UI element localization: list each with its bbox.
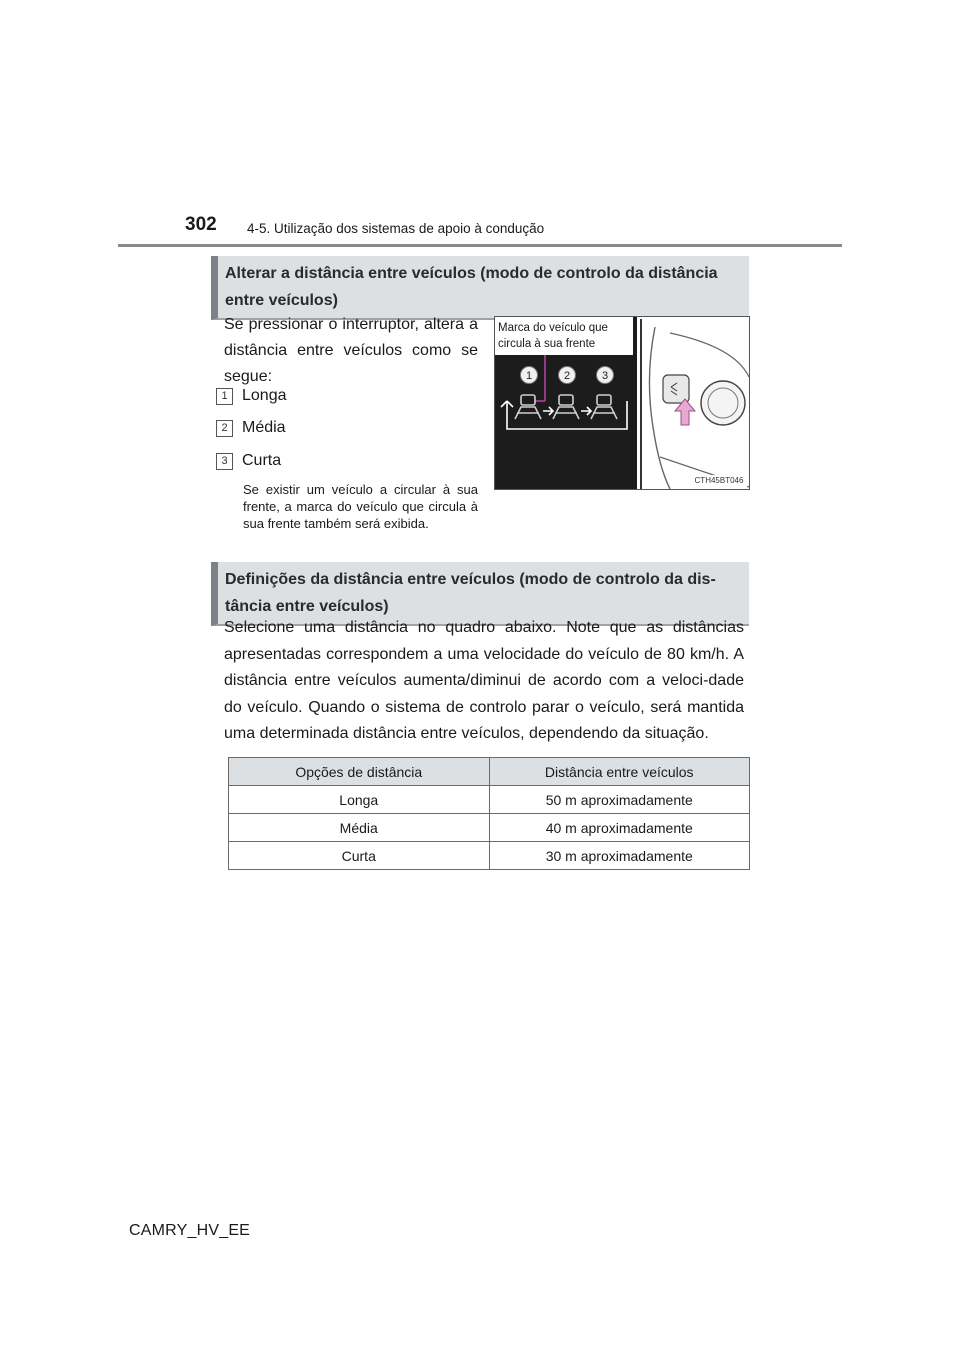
figure-marker-1: 1 [525, 370, 533, 382]
step-label: Média [242, 419, 286, 436]
distance-switch-figure [494, 316, 750, 490]
figure-marker-2: 2 [563, 370, 571, 382]
table-row [229, 842, 750, 870]
section-heading-change-distance: Alterar a distância entre veículos (modo de controlo da distância entre veículos) [211, 256, 749, 320]
table-cell: Média [229, 814, 490, 842]
table-header-cell: Distância entre veículos [489, 758, 750, 786]
intro-paragraph: Se pressionar o interruptor, altera a distância entre veículos como se segue: [224, 316, 478, 385]
figure-caption: Marca do veículo que circula à sua frente [495, 317, 633, 355]
step-number: 1 [216, 388, 233, 405]
table-cell: 40 m aproximadamente [489, 814, 750, 842]
figure-marker-3: 3 [601, 370, 609, 382]
note-paragraph: Se existir um veículo a circular à sua frente, a marca do veículo que circula à sua frente também será exibida. [243, 482, 478, 531]
step-long [216, 387, 287, 405]
step-number: 2 [216, 420, 233, 437]
settings-paragraph: Selecione uma distância no quadro abaixo. Note que as distâncias apresentadas correspondem a uma velocidade do veículo de 80 km/h. A distância entre veículos aumenta/diminui de acordo com a veloci-dade do veículo. Quando o sistema de controlo parar o veículo, será mantida uma determinada distância entre veículos, dependendo da situação. [224, 619, 744, 742]
table-cell: Curta [229, 842, 490, 870]
step-label: Curta [242, 452, 282, 469]
step-label: Longa [242, 387, 287, 404]
header-divider [118, 244, 842, 247]
table-row [229, 786, 750, 814]
table-cell: 50 m aproximadamente [489, 786, 750, 814]
section-heading-distance-settings: Definições da distância entre veículos (modo de controlo da dis-tância entre veículos) [211, 562, 749, 626]
table-row [229, 814, 750, 842]
section-title: 4-5. Utilização dos sistemas de apoio à condução [247, 221, 545, 236]
table-cell: 30 m aproximadamente [489, 842, 750, 870]
step-short [216, 452, 281, 470]
table-header-row [229, 758, 750, 786]
page-number: 302 [185, 214, 217, 235]
table-cell: Longa [229, 786, 490, 814]
footer-model-code: CAMRY_HV_EE [129, 1222, 251, 1239]
step-medium [216, 419, 286, 437]
table-header-cell: Opções de distância [229, 758, 490, 786]
step-number: 3 [216, 453, 233, 470]
distance-table [228, 757, 750, 870]
figure-code: CTH45BT046 [691, 475, 747, 487]
